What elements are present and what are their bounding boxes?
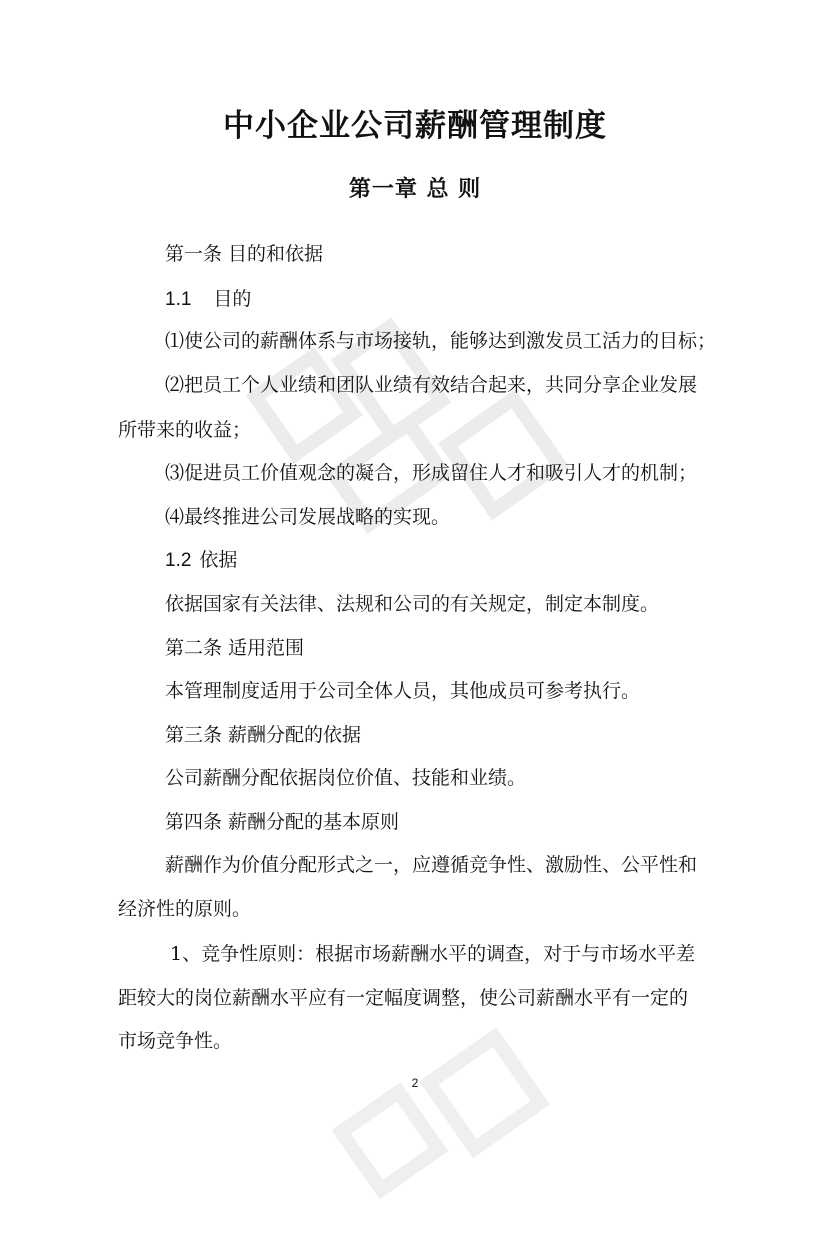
chapter-heading: 第一章 总 则 <box>348 177 482 202</box>
paragraph-line: 经济性的原则。 <box>118 898 252 920</box>
watermark-stamp <box>227 243 612 638</box>
paragraph-line: ⑶促进员工价值观念的凝合，形成留住人才和吸引人才的机制； <box>165 462 698 484</box>
paragraph-line: 市场竞争性。 <box>118 1030 233 1052</box>
section-number: 1.1 <box>165 289 192 310</box>
article-2-heading: 第二条 适用范围 <box>165 637 305 659</box>
section-1-1-heading <box>165 286 251 313</box>
article-1-heading: 第一条 目的和依据 <box>165 243 324 265</box>
paragraph-line: ⑷最终推进公司发展战略的实现。 <box>165 506 451 528</box>
paragraph-line: 公司薪酬分配依据岗位价值、技能和业绩。 <box>165 767 527 789</box>
section-1-2-heading <box>165 547 237 574</box>
paragraph-line: 1、竞争性原则：根据市场薪酬水平的调查，对于与市场水平差 <box>170 943 696 965</box>
article-3-heading: 第三条 薪酬分配的依据 <box>165 724 362 746</box>
paragraph-line: 距较大的岗位薪酬水平应有一定幅度调整，使公司薪酬水平有一定的 <box>118 987 689 1009</box>
section-number: 1.2 <box>165 550 192 571</box>
document-title: 中小企业公司薪酬管理制度 <box>223 108 607 144</box>
page-number: 2 <box>411 1076 419 1090</box>
paragraph-line: ⑵把员工个人业绩和团队业绩有效结合起来，共同分享企业发展 <box>165 374 698 396</box>
paragraph-line: ⑴使公司的薪酬体系与市场接轨，能够达到激发员工活力的目标； <box>165 330 717 352</box>
section-label: 目的 <box>213 288 252 310</box>
paragraph-line: 本管理制度适用于公司全体人员，其他成员可参考执行。 <box>165 680 641 702</box>
watermark-stamp-bottom <box>313 978 606 1242</box>
paragraph-line: 所带来的收益； <box>118 419 252 441</box>
paragraph-line: 薪酬作为价值分配形式之一，应遵循竞争性、激励性、公平性和 <box>165 854 698 876</box>
article-4-heading: 第四条 薪酬分配的基本原则 <box>165 811 400 833</box>
section-label: 依据 <box>199 549 238 571</box>
paragraph-line: 依据国家有关法律、法规和公司的有关规定，制定本制度。 <box>165 593 660 615</box>
